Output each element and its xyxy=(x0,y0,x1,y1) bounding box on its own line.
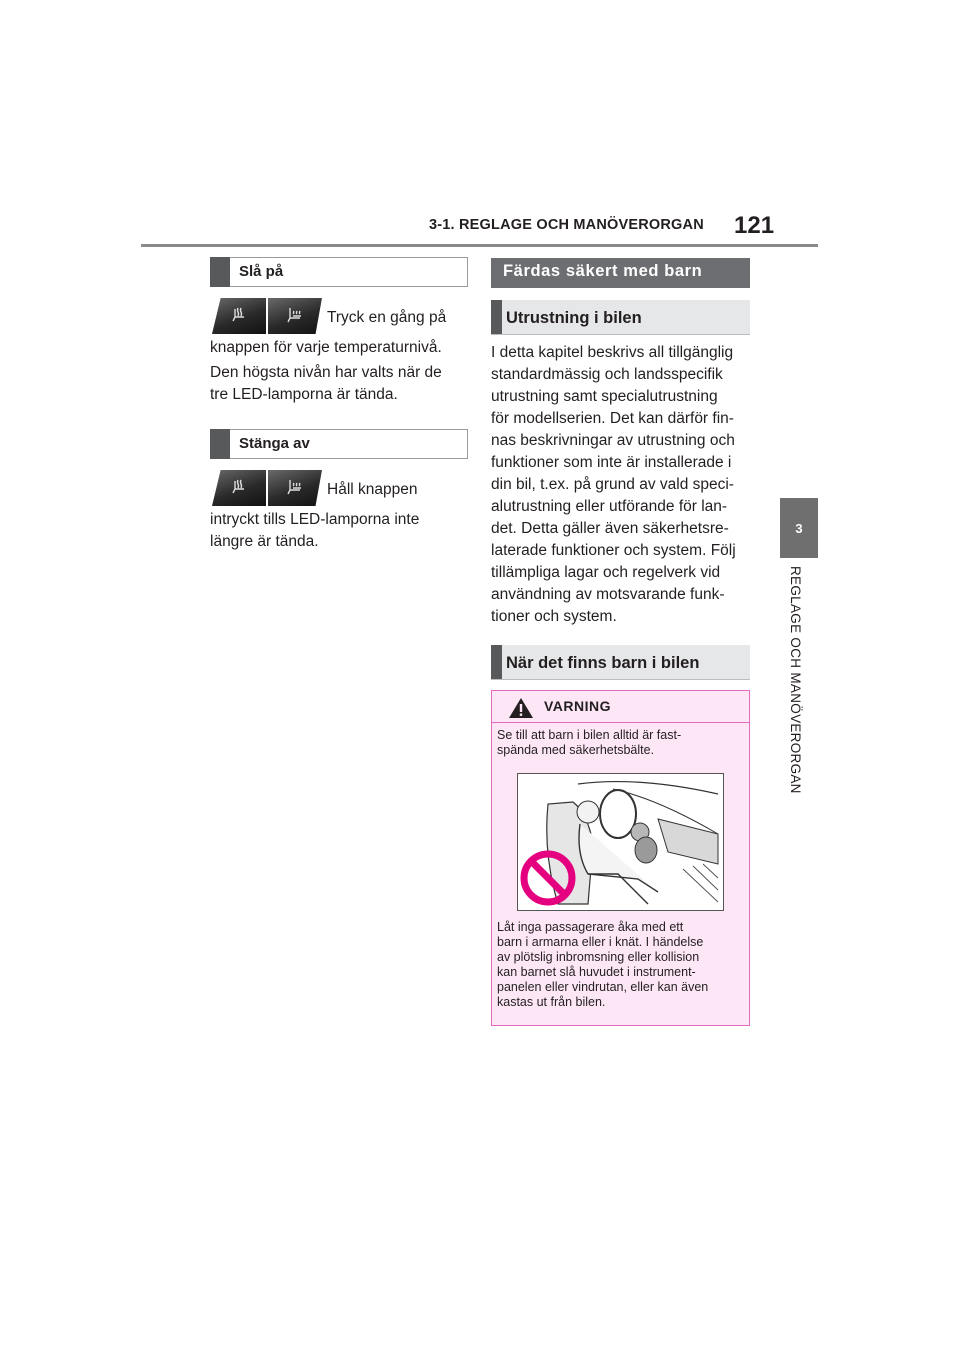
subheading-turn-on xyxy=(210,257,468,287)
subheading-bar xyxy=(491,300,502,334)
seat-backrest-heat-icon xyxy=(285,305,305,328)
warning-intro xyxy=(497,728,745,758)
turn-on-paragraph-2: Den högsta nivån har valts när de tre LED-lamporna är tända. xyxy=(210,364,442,403)
equipment-paragraph-line: I detta kapitel beskrivs all tillgänglig xyxy=(491,344,734,361)
warning-body-line: barn i armarna eller i knät. I händelse xyxy=(497,935,704,949)
equipment-paragraph-line: funktioner som inte är installerade i xyxy=(491,454,732,471)
seat-heat-button xyxy=(212,298,266,334)
warning-body-line: av plötslig inbromsning eller kollision xyxy=(497,950,700,964)
subheading-bar xyxy=(491,645,502,679)
turn-off-text: intryckt tills LED-lamporna inte längre är tända. xyxy=(210,511,420,550)
subheading-children xyxy=(491,645,750,680)
warning-body xyxy=(497,920,745,1010)
section-title: 3-1. REGLAGE OCH MANÖVERORGAN xyxy=(429,217,704,233)
equipment-paragraph-line: alutrustning eller utförande för lan- xyxy=(491,498,728,515)
warning-intro-line: Se till att barn i bilen alltid är fast- xyxy=(497,728,682,742)
no-child-on-lap-illustration xyxy=(517,773,724,911)
equipment-paragraph xyxy=(491,342,736,628)
equipment-paragraph-line: laterade funktioner och system. Följ xyxy=(491,542,736,559)
equipment-paragraph-line: standardmässig och landsspecifik xyxy=(491,366,723,383)
header-rule xyxy=(141,244,818,247)
warning-intro-line: spända med säkerhetsbälte. xyxy=(497,743,655,757)
equipment-paragraph-line: nas beskrivningar av utrustning och xyxy=(491,432,735,449)
turn-on-lead: Tryck en gång på xyxy=(327,309,447,326)
seat-backrest-heat-button xyxy=(268,298,322,334)
subheading-bar xyxy=(210,429,230,459)
seat-heat-icon xyxy=(229,477,249,500)
equipment-paragraph-line: utrustning samt specialutrustning xyxy=(491,388,718,405)
equipment-paragraph-line: användning av motsvarande funk- xyxy=(491,586,725,603)
equipment-paragraph-line: det. Detta gäller även säkerhetsre- xyxy=(491,520,729,537)
subheading-turn-off xyxy=(210,429,468,459)
equipment-paragraph-line: tillämpliga lagar och regelverk vid xyxy=(491,564,721,581)
page-number: 121 xyxy=(734,212,775,239)
equipment-paragraph-line: tioner och system. xyxy=(491,608,617,625)
subheading-bar xyxy=(210,257,230,287)
seat-heat-icon xyxy=(229,305,249,328)
warning-body-line: Låt inga passagerare åka med ett xyxy=(497,920,684,934)
subheading-equipment-text: Utrustning i bilen xyxy=(506,309,642,327)
warning-label: VARNING xyxy=(544,698,612,714)
warning-body-line: kan barnet slå huvudet i instrument- xyxy=(497,965,696,979)
equipment-paragraph-line: din bil, t.ex. på grund av vald speci- xyxy=(491,476,734,493)
warning-body-line: panelen eller vindrutan, eller kan även xyxy=(497,980,709,994)
subheading-turn-off-text: Stänga av xyxy=(239,435,310,452)
subheading-children-text: När det finns barn i bilen xyxy=(506,654,700,672)
chapter-tab xyxy=(780,498,818,558)
chapter-title-vertical: REGLAGE OCH MANÖVERORGAN xyxy=(788,566,803,794)
subheading-equipment xyxy=(491,300,750,335)
chapter-number: 3 xyxy=(795,520,803,536)
warning-triangle-icon xyxy=(508,697,534,724)
seat-heat-button xyxy=(212,470,266,506)
warning-header xyxy=(492,691,749,723)
turn-off-lead: Håll knappen xyxy=(327,481,418,498)
main-heading: Färdas säkert med barn xyxy=(491,258,750,288)
subheading-turn-on-text: Slå på xyxy=(239,263,284,280)
equipment-paragraph-line: för modellserien. Det kan därför fin- xyxy=(491,410,734,427)
seat-backrest-heat-button xyxy=(268,470,322,506)
warning-body-line: kastas ut från bilen. xyxy=(497,995,606,1009)
seat-backrest-heat-icon xyxy=(285,477,305,500)
warning-box xyxy=(491,690,750,1026)
turn-on-text: knappen för varje temperaturnivå. xyxy=(210,339,442,356)
